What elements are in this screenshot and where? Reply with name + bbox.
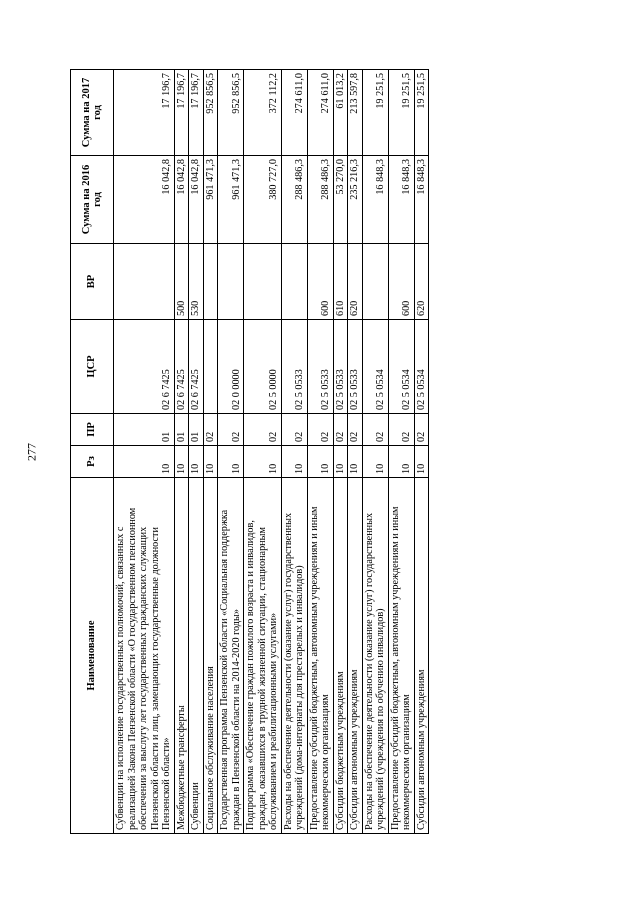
cell-name: Межбюджетные трансферты <box>174 478 189 834</box>
cell-sum-2017: 274 611,0 <box>281 70 307 156</box>
cell-rz: 10 <box>362 446 388 478</box>
cell-pr: 01 <box>114 414 175 446</box>
cell-rz: 10 <box>218 446 244 478</box>
cell-sum-2016: 288 486,3 <box>307 156 333 244</box>
cell-name: Субвенции <box>189 478 204 834</box>
cell-csr: 02 0 0000 <box>218 320 244 414</box>
cell-name: Предоставление субсидий бюджетным, автономным учреждениям и иным некоммерческим организациям <box>388 478 414 834</box>
cell-vr: 620 <box>348 244 363 320</box>
cell-sum-2016: 16 042,8 <box>189 156 204 244</box>
cell-name: Расходы на обеспечение деятельности (оказание услуг) государственных учреждений (учреждения по обучению инвалидов) <box>362 478 388 834</box>
cell-sum-2016: 288 486,3 <box>281 156 307 244</box>
cell-name: Государственная программа Пензенской области «Социальная поддержка граждан в Пензенской области на 2014-2020 годы» <box>218 478 244 834</box>
cell-sum-2016: 961 471,3 <box>203 156 218 244</box>
header-csr: ЦСР <box>71 320 114 414</box>
cell-sum-2017: 274 611,0 <box>307 70 333 156</box>
cell-csr: 02 5 0534 <box>414 320 429 414</box>
cell-sum-2017: 952 856,5 <box>218 70 244 156</box>
cell-vr <box>362 244 388 320</box>
header-vr: ВР <box>71 244 114 320</box>
table-row <box>333 70 348 834</box>
cell-rz: 10 <box>189 446 204 478</box>
cell-pr: 02 <box>362 414 388 446</box>
cell-sum-2017: 17 196,7 <box>174 70 189 156</box>
cell-vr <box>114 244 175 320</box>
cell-name: Подпрограмма «Обеспечение граждан пожилого возраста и инвалидов, граждан, оказавшихся в трудной жизненной ситуации, стационарным обслуживанием и реабилитационными услугами» <box>244 478 282 834</box>
page-number: 277 <box>24 443 39 461</box>
cell-csr: 02 6 7425 <box>114 320 175 414</box>
table-row <box>244 70 282 834</box>
cell-rz: 10 <box>203 446 218 478</box>
table-row <box>307 70 333 834</box>
cell-rz: 10 <box>244 446 282 478</box>
cell-name: Субсидии автономным учреждениям <box>414 478 429 834</box>
cell-name: Субсидии автономным учреждениям <box>348 478 363 834</box>
cell-rz: 10 <box>307 446 333 478</box>
header-rz: Рз <box>71 446 114 478</box>
cell-sum-2017: 372 112,2 <box>244 70 282 156</box>
header-sum-2017: Сумма на 2017 год <box>71 70 114 156</box>
cell-pr: 02 <box>333 414 348 446</box>
cell-pr: 02 <box>203 414 218 446</box>
cell-csr: 02 5 0534 <box>362 320 388 414</box>
header-sum-2016: Сумма на 2016 год <box>71 156 114 244</box>
cell-csr: 02 6 7425 <box>189 320 204 414</box>
cell-pr: 01 <box>174 414 189 446</box>
cell-rz: 10 <box>333 446 348 478</box>
cell-pr: 02 <box>244 414 282 446</box>
cell-sum-2016: 16 848,3 <box>414 156 429 244</box>
cell-name: Предоставление субсидий бюджетным, автономным учреждениям и иным некоммерческим организациям <box>307 478 333 834</box>
cell-vr: 610 <box>333 244 348 320</box>
cell-csr: 02 5 0000 <box>244 320 282 414</box>
table-row <box>203 70 218 834</box>
header-pr: ПР <box>71 414 114 446</box>
table-row <box>414 70 429 834</box>
cell-sum-2017: 19 251,5 <box>388 70 414 156</box>
table-row <box>189 70 204 834</box>
cell-pr: 02 <box>348 414 363 446</box>
cell-sum-2016: 380 727,0 <box>244 156 282 244</box>
cell-csr: 02 5 0533 <box>281 320 307 414</box>
budget-table-container <box>70 70 532 834</box>
cell-rz: 10 <box>174 446 189 478</box>
cell-vr <box>218 244 244 320</box>
cell-sum-2017: 213 597,8 <box>348 70 363 156</box>
cell-sum-2016: 235 216,3 <box>348 156 363 244</box>
cell-pr: 02 <box>307 414 333 446</box>
budget-table <box>70 69 429 834</box>
cell-pr: 01 <box>189 414 204 446</box>
cell-name: Субвенции на исполнение государственных полномочий, связанных с реализацией Закона Пензенской области «О государственном пенсионном обеспечении за выслугу лет государственных гражданских служащих Пензенской области и лиц, замещающих государственные должности Пензенской области» <box>114 478 175 834</box>
cell-vr: 600 <box>307 244 333 320</box>
cell-rz: 10 <box>348 446 363 478</box>
cell-pr: 02 <box>414 414 429 446</box>
table-row <box>218 70 244 834</box>
cell-csr: 02 5 0533 <box>307 320 333 414</box>
cell-sum-2016: 16 848,3 <box>388 156 414 244</box>
cell-sum-2017: 19 251,5 <box>362 70 388 156</box>
table-row <box>362 70 388 834</box>
table-row <box>388 70 414 834</box>
cell-sum-2017: 19 251,5 <box>414 70 429 156</box>
table-row <box>114 70 175 834</box>
cell-vr <box>244 244 282 320</box>
cell-rz: 10 <box>281 446 307 478</box>
cell-vr: 600 <box>388 244 414 320</box>
cell-sum-2016: 16 042,8 <box>114 156 175 244</box>
table-row <box>281 70 307 834</box>
header-name: Наименование <box>71 478 114 834</box>
cell-sum-2017: 17 196,7 <box>189 70 204 156</box>
table-header-row <box>71 70 114 834</box>
cell-vr: 620 <box>414 244 429 320</box>
cell-name: Социальное обслуживание населения <box>203 478 218 834</box>
cell-csr: 02 5 0534 <box>388 320 414 414</box>
cell-csr: 02 5 0533 <box>333 320 348 414</box>
cell-vr <box>281 244 307 320</box>
cell-name: Расходы на обеспечение деятельности (оказание услуг) государственных учреждений (дома-интернаты для престарелых и инвалидов) <box>281 478 307 834</box>
cell-vr: 500 <box>174 244 189 320</box>
cell-sum-2016: 53 270,0 <box>333 156 348 244</box>
cell-rz: 10 <box>388 446 414 478</box>
cell-sum-2017: 17 196,7 <box>114 70 175 156</box>
cell-name: Субсидии бюджетным учреждениям <box>333 478 348 834</box>
cell-rz: 10 <box>414 446 429 478</box>
table-row <box>348 70 363 834</box>
cell-pr: 02 <box>218 414 244 446</box>
cell-csr: 02 6 7425 <box>174 320 189 414</box>
cell-rz: 10 <box>114 446 175 478</box>
cell-csr: 02 5 0533 <box>348 320 363 414</box>
cell-vr: 530 <box>189 244 204 320</box>
cell-vr <box>203 244 218 320</box>
cell-sum-2016: 16 042,8 <box>174 156 189 244</box>
cell-sum-2016: 16 848,3 <box>362 156 388 244</box>
table-row <box>174 70 189 834</box>
cell-pr: 02 <box>281 414 307 446</box>
cell-pr: 02 <box>388 414 414 446</box>
cell-sum-2016: 961 471,3 <box>218 156 244 244</box>
cell-sum-2017: 952 856,5 <box>203 70 218 156</box>
cell-csr <box>203 320 218 414</box>
cell-sum-2017: 61 013,2 <box>333 70 348 156</box>
